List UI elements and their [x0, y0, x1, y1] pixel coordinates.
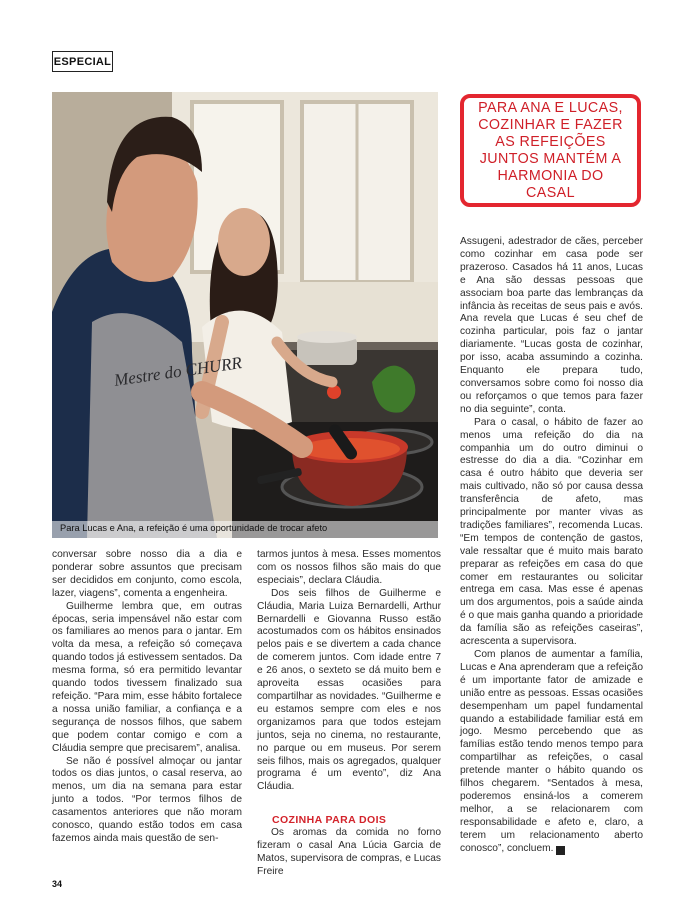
article-column-2-continued — [257, 827, 441, 879]
paragraph-text: Com planos de aumentar a família, Lucas e Ana aprenderam que a refeição é um importante fator de amizade e união entre as pessoas. Essas ocasiões desempenham um papel fundamental quando a estabilidade familiar está em jogo. Mesmo percebendo que as famílias estão tendo menos tempo para compartilhar as refeições, o casal pretende manter o hábito quando os filhos chegarem. “Sentados à mesa, poderemos ensiná-los a comerem melhor, a se relacionarem com responsabilidade e afeto e, claro, a terem um relacionamento aberto conosco”, concluem. — [460, 649, 643, 854]
article-column-2 — [257, 549, 441, 794]
section-subheading: COZINHA PARA DOIS — [272, 814, 387, 826]
article-column-1 — [52, 549, 242, 846]
paragraph: Guilherme lembra que, em outras épocas, seria impensável não estar com os familiares ao menos para o jantar. Em volta da mesa, a refeição só começava quando todos já estivessem sentados. Da mesma forma, só era permitido levantar quando todos tivessem finalizado sua refeição. “Para mim, esse hábito fortalece a nossa união familiar, a confiança e a segurança de nossos filhos, que sabem que podem contar comigo e com a Cláudia sempre que precisarem”, analisa. — [52, 600, 242, 754]
paragraph: Dos seis filhos de Guilherme e Cláudia, Maria Luiza Bernardelli, Arthur Bernardelli e Giovanna Russo estão acostumados com os hábitos ensinados pelos pais e se divertem a cada chance de comerem juntos. Com idade entre 7 e 26 anos, o sexteto se dá muito bem e aproveita essas ocasiões para compartilhar as novidades. “Guilherme e eu estamos sempre com eles e nos organizamos para que todos estejam juntos, seja no cinema, no restaurante, no parque ou em museus. Por serem seis filhos, mais os agregados, qualquer programa é um evento”, diz Ana Cláudia. — [257, 587, 441, 793]
paragraph: Se não é possível almoçar ou jantar todos os dias juntos, o casal reserva, ao menos, um dia na semana para estar junto a todos. “Por termos filhos de casamentos anteriores que não moram conosco, quando estão todos em casa fazemos ainda mais questão de sen- — [52, 755, 242, 844]
paragraph: Para o casal, o hábito de fazer ao menos uma refeição do dia na companhia um do outro diminui o estresse do dia a dia. “Cozinhar em casa é outro hábito que deveria ser mais cultivado, não só por causa dessa transferência de afeto, mas principalmente por manter vivas as tradições familiares”, recomenda Lucas. “Em tempos de contenção de gastos, vale ressaltar que é muito mais barato preparar as refeições em casa do que comer em restaurantes ou solicitar entrega em casa. Mas esse é apenas um dos argumentos, pois a saúde ainda é o que mais ganha quando a prioridade da família são as refeições caseiras”, acrescenta a supervisora. — [460, 416, 643, 648]
photo-caption-text: Para Lucas e Ana, a refeição é uma oportunidade de trocar afeto — [60, 523, 328, 533]
page-number: 34 — [52, 879, 63, 889]
paragraph — [460, 649, 643, 856]
article-column-3 — [460, 236, 643, 856]
paragraph: Os aromas da comida no forno fizeram o casal Ana Lúcia Garcia de Matos, supervisora de compras, e Lucas Freire — [257, 827, 441, 877]
kitchen-photo-illustration — [52, 92, 438, 538]
article-photo — [52, 92, 438, 538]
apron-print: Mestre do CHURR — [112, 353, 244, 390]
pull-quote — [460, 94, 641, 207]
paragraph: conversar sobre nosso dia a dia e ponderar sobre assuntos que precisam ser decididos em conjunto, como escola, lazer, viagens”, comenta a engenheira. — [52, 549, 242, 599]
end-of-article-mark: T — [556, 846, 565, 855]
paragraph: Assugeni, adestrador de cães, perceber como cozinhar em casa pode ser prazeroso. Casados há 11 anos, Lucas e Ana são dessas pessoas que associam boa parte das lembranças da infância às receitas de seus pais e avós. Ana revela que Lucas é seu chef de cozinha particular, pois faz o jantar diariamente. “Lucas gosta de cozinhar, por isso, acaba assumindo a cozinha. Enquanto ele prepara tudo, conversamos sobre como foi nosso dia ou reforçamos o que temos para fazer no dia seguinte”, conta. — [460, 236, 643, 415]
paragraph: tarmos juntos à mesa. Esses momentos com os nossos filhos são mais do que especiais”, declara Cláudia. — [257, 549, 441, 586]
pull-quote-text: PARA ANA E LUCAS, COZINHAR E FAZER AS REFEIÇÕES JUNTOS MANTÉM A HARMONIA DO CASAL — [478, 99, 623, 201]
section-label: ESPECIAL — [52, 51, 113, 72]
photo-caption — [52, 521, 438, 538]
